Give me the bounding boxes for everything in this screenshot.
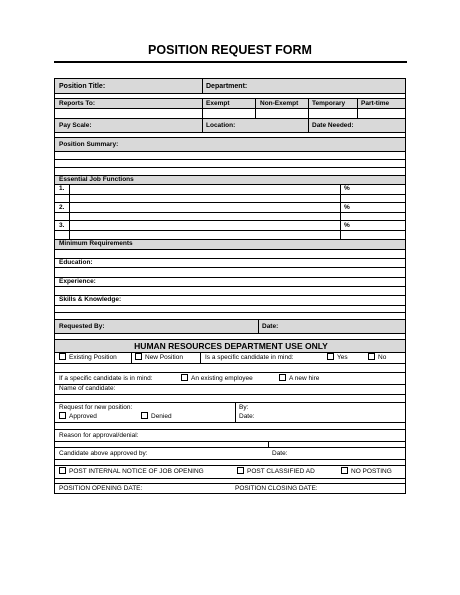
skills-label: Skills & Knowledge: bbox=[59, 296, 122, 303]
existing-position-label: Existing Position bbox=[69, 354, 117, 361]
closing-date-label: POSITION CLOSING DATE: bbox=[235, 485, 318, 492]
checkbox-icon bbox=[368, 353, 375, 360]
candidate-approved-by-label: Candidate above approved by: bbox=[59, 450, 148, 457]
candidate-no-checkbox[interactable] bbox=[368, 353, 386, 362]
requested-by-header bbox=[55, 319, 405, 333]
hr-section-title: HUMAN RESOURCES DEPARTMENT USE ONLY bbox=[134, 341, 328, 351]
minimum-requirements-label: Minimum Requirements bbox=[59, 240, 133, 247]
new-position-checkbox[interactable] bbox=[135, 353, 183, 362]
function-number: 2. bbox=[59, 204, 65, 211]
existing-position-checkbox[interactable] bbox=[59, 353, 117, 362]
post-internal-checkbox[interactable] bbox=[59, 467, 204, 476]
requested-date-label: Date: bbox=[262, 323, 279, 330]
checkbox-icon bbox=[327, 353, 334, 360]
new-hire-checkbox[interactable] bbox=[279, 374, 319, 383]
checkbox-icon bbox=[135, 353, 142, 360]
form-title: POSITION REQUEST FORM bbox=[148, 43, 312, 57]
checkbox-icon bbox=[181, 374, 188, 381]
approved-checkbox[interactable] bbox=[59, 412, 97, 421]
pay-scale-label: Pay Scale: bbox=[59, 122, 92, 129]
function-number: 3. bbox=[59, 222, 65, 229]
function-percent: % bbox=[344, 185, 350, 192]
checkbox-icon bbox=[237, 467, 244, 474]
checkbox-icon bbox=[341, 467, 348, 474]
post-classified-label: POST CLASSIFIED AD bbox=[247, 468, 315, 475]
candidate-approved-date-label: Date: bbox=[272, 450, 288, 457]
candidate-question-label: Is a specific candidate in mind: bbox=[205, 354, 294, 361]
candidate-yes-checkbox[interactable] bbox=[327, 353, 348, 362]
if-candidate-label: If a specific candidate is in mind: bbox=[59, 375, 153, 382]
checkbox-icon bbox=[59, 353, 66, 360]
function-percent: % bbox=[344, 204, 350, 211]
no-posting-label: NO POSTING bbox=[351, 468, 392, 475]
denied-checkbox[interactable] bbox=[141, 412, 172, 421]
position-request-form bbox=[54, 78, 406, 494]
denied-label: Denied bbox=[151, 413, 172, 420]
requested-by-label: Requested By: bbox=[59, 323, 105, 330]
no-label: No bbox=[378, 354, 387, 361]
no-posting-checkbox[interactable] bbox=[341, 467, 392, 476]
exempt-label: Exempt bbox=[206, 100, 230, 107]
position-summary-label: Position Summary: bbox=[59, 141, 119, 148]
new-position-label: New Position bbox=[145, 354, 183, 361]
reason-label: Reason for approval/denial: bbox=[59, 432, 139, 439]
date-needed-label: Date Needed: bbox=[312, 122, 354, 129]
existing-employee-label: An existing employee bbox=[191, 375, 253, 382]
checkbox-icon bbox=[279, 374, 286, 381]
new-hire-label: A new hire bbox=[289, 375, 320, 382]
approval-date-label: Date: bbox=[239, 413, 255, 420]
approved-label: Approved bbox=[69, 413, 97, 420]
function-number: 1. bbox=[59, 185, 65, 192]
checkbox-icon bbox=[59, 467, 66, 474]
yes-label: Yes bbox=[337, 354, 348, 361]
checkbox-icon bbox=[59, 412, 66, 419]
name-of-candidate-label: Name of candidate: bbox=[59, 385, 116, 392]
department-label: Department: bbox=[206, 83, 248, 90]
temporary-label: Temporary bbox=[312, 100, 346, 107]
existing-employee-checkbox[interactable] bbox=[181, 374, 253, 383]
reports-to-header bbox=[55, 98, 405, 108]
opening-date-label: POSITION OPENING DATE: bbox=[59, 485, 143, 492]
function-percent: % bbox=[344, 222, 350, 229]
title-rule bbox=[54, 61, 407, 63]
position-title-label: Position Title: bbox=[59, 83, 106, 90]
essential-functions-label: Essential Job Functions bbox=[59, 176, 134, 183]
request-new-position-label: Request for new position: bbox=[59, 404, 133, 411]
post-internal-label: POST INTERNAL NOTICE OF JOB OPENING bbox=[69, 468, 204, 475]
education-label: Education: bbox=[59, 259, 93, 266]
post-classified-checkbox[interactable] bbox=[237, 467, 315, 476]
non-exempt-label: Non-Exempt bbox=[260, 100, 299, 107]
reports-to-label: Reports To: bbox=[59, 100, 95, 107]
checkbox-icon bbox=[141, 412, 148, 419]
location-label: Location: bbox=[206, 122, 236, 129]
part-time-label: Part-time bbox=[361, 100, 390, 107]
by-label: By: bbox=[239, 404, 249, 411]
experience-label: Experience: bbox=[59, 278, 96, 285]
